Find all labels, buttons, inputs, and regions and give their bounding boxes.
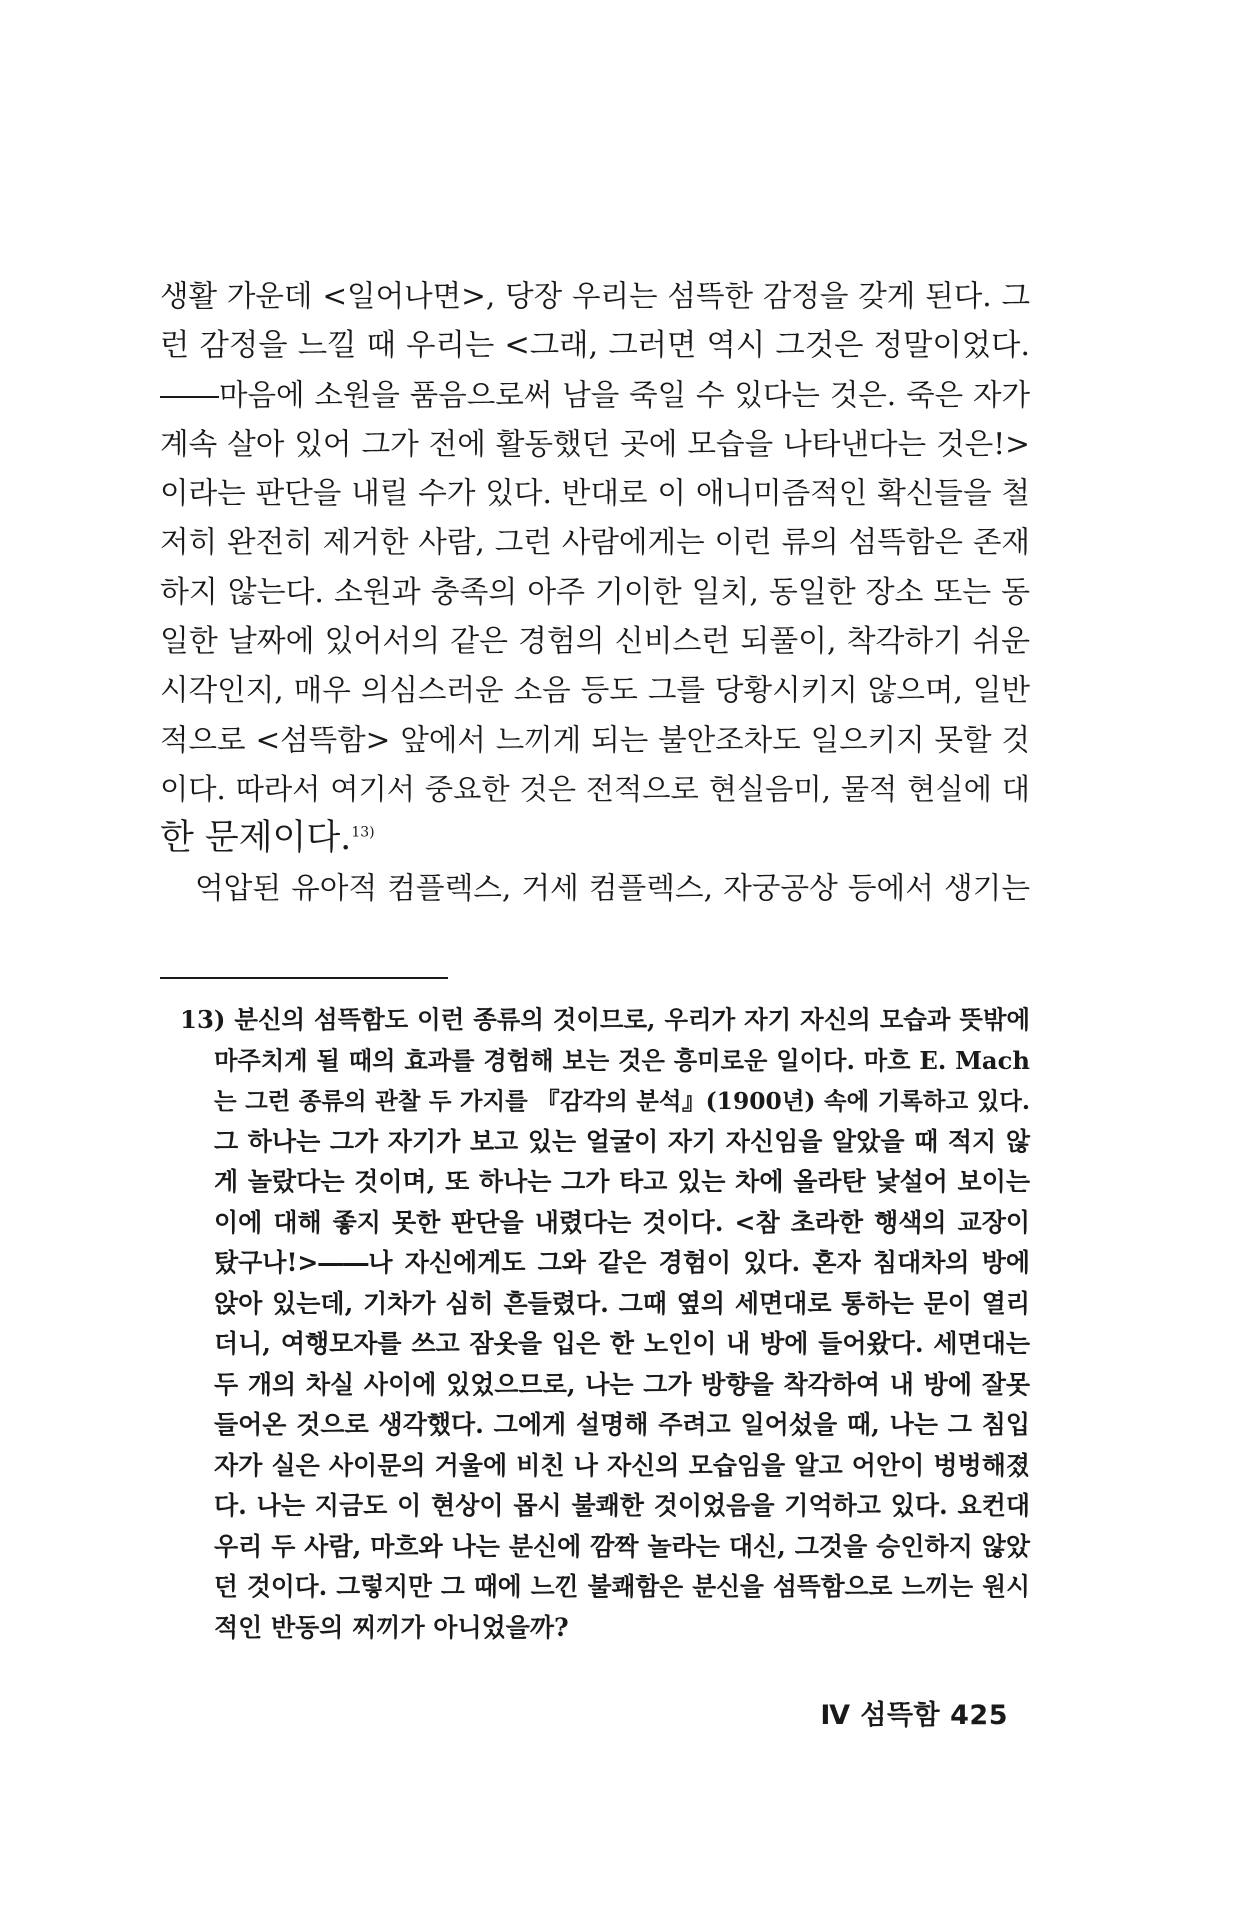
body-line: 일한 날짜에 있어서의 같은 경험의 신비스런 되풀이, 착각하기 쉬운 [160, 624, 1030, 660]
page-footer [820, 1693, 1008, 1732]
main-text [160, 272, 1030, 913]
footnote-line: 두 개의 차실 사이에 있었으므로, 나는 그가 방향을 착각하여 내 방에 잘못 [214, 1369, 1030, 1399]
footnote-line: 마주치게 될 때의 효과를 경험해 보는 것은 흥미로운 일이다. 마흐 E. Mach [214, 1045, 1030, 1075]
body-line-text: 한 문제이다. [160, 818, 352, 859]
footnote-line: 앉아 있는데, 기차가 심히 흔들렸다. 그때 옆의 세면대로 통하는 문이 열리 [214, 1288, 1030, 1318]
body-line: 계속 살아 있어 그가 전에 활동했던 곳에 모습을 나타낸다는 것은!> [160, 426, 1030, 461]
footnote-line: 13) 분신의 섬뜩함도 이런 종류의 것이므로, 우리가 자기 자신의 모습과 뜻밖에 [180, 1005, 1030, 1034]
body-line: 이라는 판단을 내릴 수가 있다. 반대로 이 애니미즘적인 확신들을 철 [160, 476, 1030, 511]
body-line: ――마음에 소원을 품음으로써 남을 죽일 수 있다는 것은. 죽은 자가 [160, 377, 1030, 412]
body-line: 이다. 따라서 여기서 중요한 것은 전적으로 현실음미, 물적 현실에 대 [160, 771, 1030, 806]
running-section-title: Ⅳ 섬뜩함 [820, 1700, 941, 1731]
footnote-line: 들어온 것으로 생각했다. 그에게 설명해 주려고 일어섰을 때, 나는 그 침입 [214, 1410, 1030, 1439]
footnote-line: 자가 실은 사이문의 거울에 비친 나 자신의 모습임을 알고 어안이 벙벙해졌 [214, 1450, 1030, 1480]
body-line: 저히 완전히 제거한 사람, 그런 사람에게는 이런 류의 섬뜩함은 존재 [160, 525, 1030, 560]
footnote-line: 더니, 여행모자를 쓰고 잠옷을 입은 한 노인이 내 방에 들어왔다. 세면대는 [214, 1329, 1030, 1358]
footnote-separator [160, 977, 448, 979]
page-number: 425 [950, 1700, 1008, 1731]
footnote-line: 던 것이다. 그렇지만 그 때에 느낀 불쾌함은 분신을 섬뜩함으로 느끼는 원시 [214, 1572, 1030, 1601]
paragraph-first-line: 억압된 유아적 컴플렉스, 거세 컴플렉스, 자궁공상 등에서 생기는 [195, 870, 1030, 906]
footnote-line: 다. 나는 지금도 이 현상이 몹시 불쾌한 것이었음을 기억하고 있다. 요컨대 [214, 1491, 1030, 1520]
footnote-block [180, 1000, 1030, 1648]
body-line: 런 감정을 느낄 때 우리는 <그래, 그러면 역시 그것은 정말이었다. [160, 328, 1030, 364]
body-line-with-footnote-ref [160, 814, 1030, 863]
footnote-line: 적인 반동의 찌끼가 아니었을까? [214, 1612, 569, 1642]
body-line: 하지 않는다. 소원과 충족의 아주 기이한 일치, 동일한 장소 또는 동 [160, 574, 1030, 610]
footnote-reference: 13) [351, 824, 375, 841]
footnote-line: 우리 두 사람, 마흐와 나는 분신에 깜짝 놀라는 대신, 그것을 승인하지 않았 [214, 1531, 1030, 1561]
body-line: 생활 가운데 <일어나면>, 당장 우리는 섬뜩한 감정을 갖게 된다. 그 [160, 279, 1030, 313]
body-line: 시각인지, 매우 의심스러운 소음 등도 그를 당황시키지 않으며, 일반 [160, 673, 1030, 708]
footnote-line: 는 그런 종류의 관찰 두 가지를 『감각의 분석』(1900년) 속에 기록하고 있다. [214, 1087, 1030, 1115]
footnote-line: 그 하나는 그가 자기가 보고 있는 얼굴이 자기 자신임을 알았을 때 적지 않 [214, 1126, 1030, 1156]
footnote-line: 게 놀랐다는 것이며, 또 하나는 그가 타고 있는 차에 올라탄 낯설어 보이는 [214, 1167, 1030, 1196]
footnote-line: 이에 대해 좋지 못한 판단을 내렸다는 것이다. <참 초라한 행색의 교장이 [214, 1207, 1030, 1237]
body-line: 적으로 <섬뜩함> 앞에서 느끼게 되는 불안조차도 일으키지 못할 것 [160, 722, 1030, 757]
footnote-line: 탔구나!>――나 자신에게도 그와 같은 경험이 있다. 혼자 침대차의 방에 [214, 1248, 1030, 1277]
